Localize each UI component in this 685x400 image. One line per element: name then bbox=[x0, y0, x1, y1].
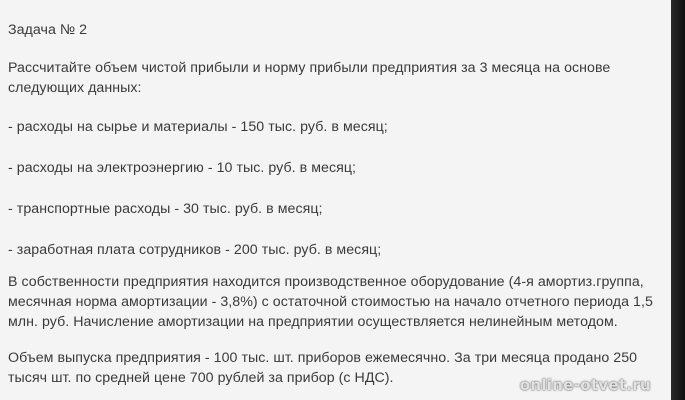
dark-edge bbox=[671, 0, 685, 400]
watermark: online-otvet.ru bbox=[519, 376, 651, 394]
task-intro: Рассчитайте объем чистой прибыли и норму прибыли предприятия за 3 месяца на основе следующих данных: bbox=[8, 60, 611, 96]
task-title: Задача № 2 bbox=[8, 22, 88, 38]
list-item: - расходы на сырье и материалы - 150 тыс. руб. в месяц; bbox=[8, 119, 388, 135]
list-item: - заработная плата сотрудников - 200 тыс. руб. в месяц; bbox=[8, 242, 382, 258]
output-paragraph: Объем выпуска предприятия - 100 тыс. шт. приборов ежемесячно. За три месяца продано 250 тысяч шт. по средней цене 700 рублей за прибор (с НДС). bbox=[8, 350, 638, 386]
equipment-paragraph: В собственности предприятия находится производственное оборудование (4-я амортиз.группа, месячная норма амортизации - 3,8%) с остаточной стоимостью на начало отчетного периода 1,5 млн. руб. Начисление амортизации на предприятии осуществляется нелинейным методом. bbox=[8, 274, 653, 330]
list-item: - расходы на электроэнергию - 10 тыс. руб. в месяц; bbox=[8, 160, 356, 176]
list-item: - транспортные расходы - 30 тыс. руб. в месяц; bbox=[8, 201, 323, 217]
